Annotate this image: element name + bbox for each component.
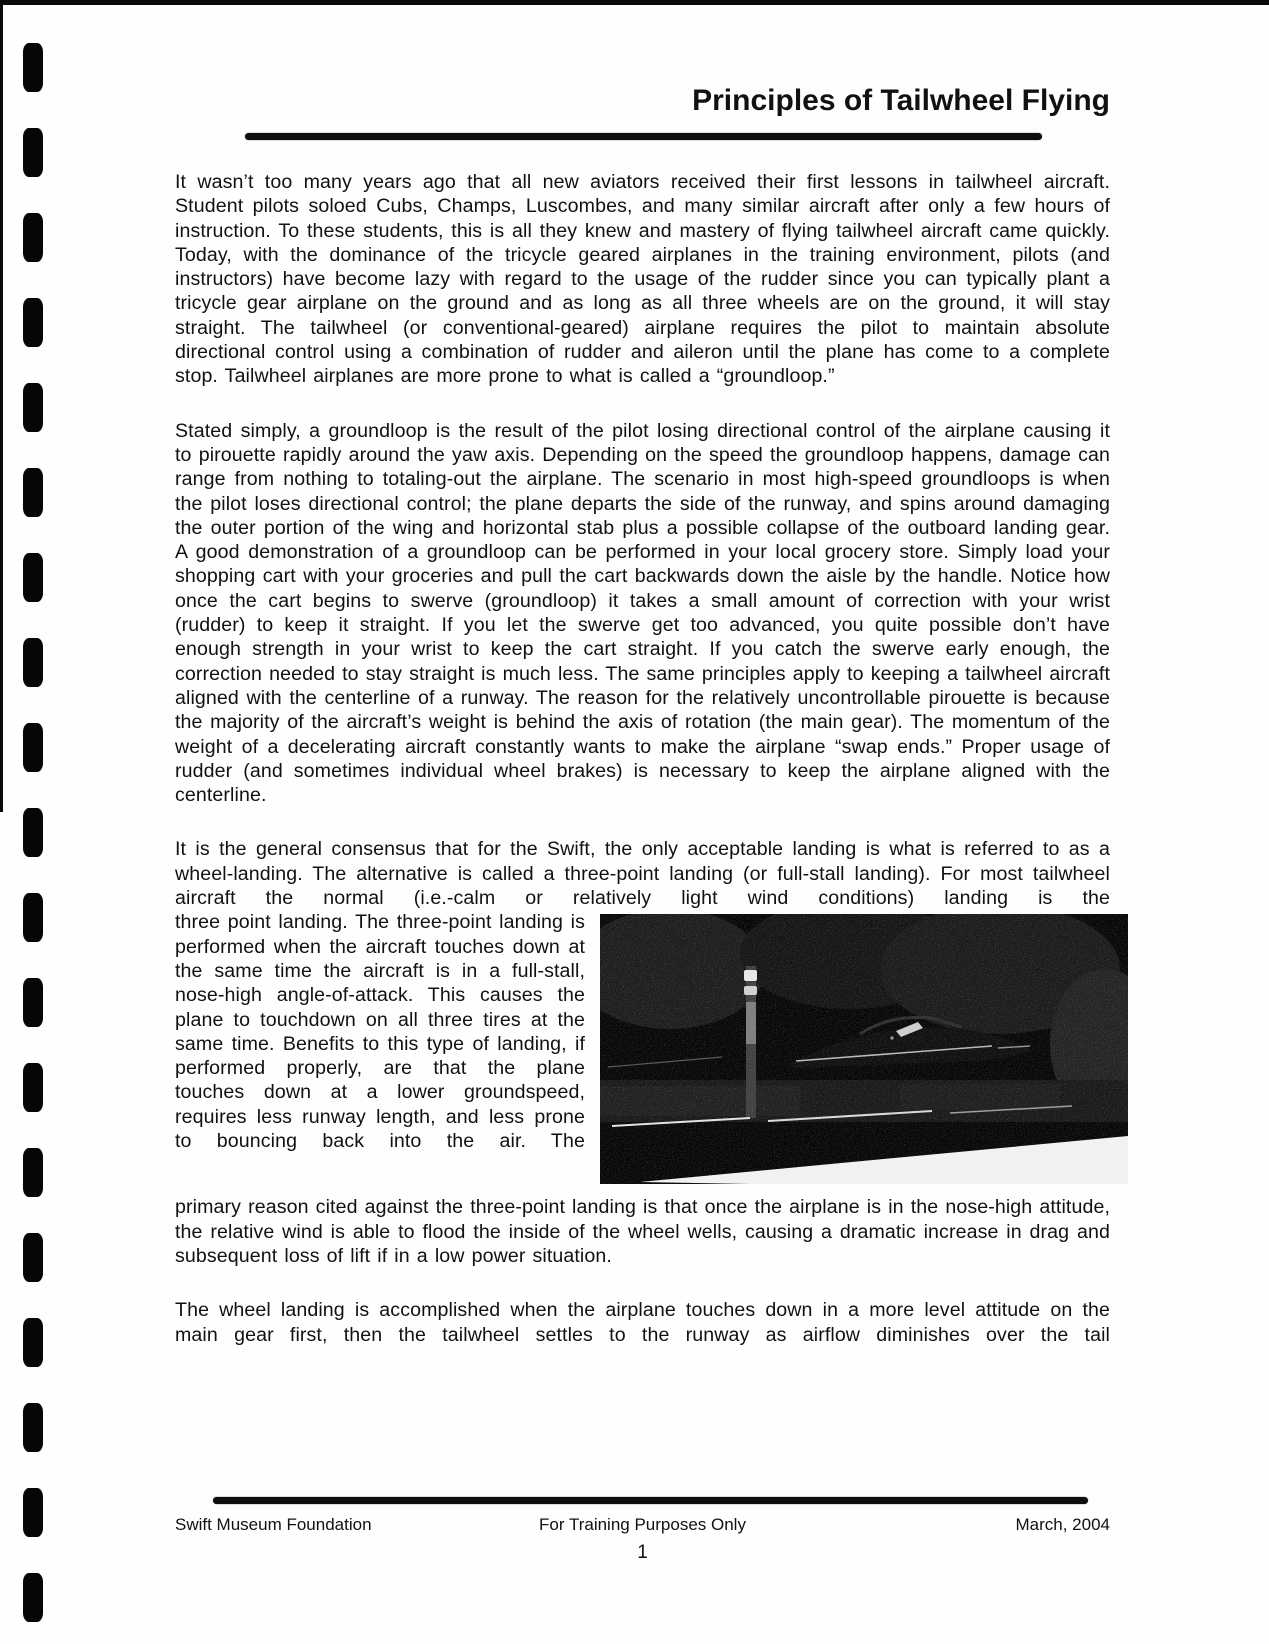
paragraph-3-continued: primary reason cited against the three-point landing is that once the airplane is in the nose-high attitude, the relative wind is able to flood the inside of the wheel wells, causing a dramatic increase in drag and subsequent loss of lift if in a low power situation. <box>175 1196 1110 1267</box>
binding-hole <box>23 1233 43 1282</box>
footer-date: March, 2004 <box>1015 1515 1110 1534</box>
binding-hole <box>23 638 43 687</box>
binding-hole <box>23 893 43 942</box>
paragraph-4: The wheel landing is accomplished when the airplane touches down in a more level attitude on the main gear first, then the tailwheel settles to the runway as airflow diminishes over the tail <box>175 1299 1110 1346</box>
binding-hole <box>23 1063 43 1112</box>
paragraph-2: Stated simply, a groundloop is the result of the pilot losing directional control of the airplane causing it to pirouette rapidly around the yaw axis. Depending on the speed the groundloop happens, damage can range from nothing to totaling-out the airplane. The scenario in most high-speed groundloops is when the pilot loses directional control; the plane departs the side of the runway, and spins around damaging the outer portion of the wing and horizontal stab plus a possible collapse of the outboard landing gear. A good demonstration of a groundloop can be performed in your local grocery store. Simply load your shopping cart with your groceries and pull the cart backwards down the aisle by the handle. Notice how once the cart begins to swerve (groundloop) it takes a small amount of correction with your wrist (rudder) to keep it straight. If you let the swerve get too advanced, you quite possible don’t have enough strength in your wrist to keep the cart straight. If you catch the swerve early enough, the correction needed to stay straight is much less. The same principles apply to keeping a tailwheel aircraft aligned with the centerline of a runway. The reason for the relatively uncontrollable pirouette is because the majority of the aircraft’s weight is behind the axis of rotation (the main gear). The momentum of the weight of a decelerating aircraft constantly wants to make the airplane “swap ends.” Proper usage of rudder (and sometimes individual wheel brakes) is necessary to keep the airplane aligned with the centerline. <box>175 419 1110 807</box>
binding-hole <box>23 808 43 857</box>
binding-hole <box>23 1148 43 1197</box>
binding-hole <box>23 298 43 347</box>
spiral-binding-holes <box>23 43 43 1623</box>
footer-divider <box>213 1497 1088 1504</box>
paragraph-3-intro: It is the general consensus that for the Swift, the only acceptable landing is what is referred to as a wheel-landing. The alternative is called a three-point landing (or full-stall landing). For most tailwheel aircraft the normal (i.e.-calm or relatively light wind conditions) landing is the <box>175 838 1110 910</box>
binding-hole <box>23 128 43 177</box>
footer-notice: For Training Purposes Only <box>539 1515 746 1534</box>
footer-organization: Swift Museum Foundation <box>175 1515 372 1534</box>
binding-hole <box>23 1573 43 1622</box>
binding-hole <box>23 1318 43 1367</box>
scan-left-edge <box>0 0 3 812</box>
binding-hole <box>23 383 43 432</box>
aircraft-night-photo <box>600 914 1128 1184</box>
paragraph-1: It wasn’t too many years ago that all new aviators received their first lessons in tailwheel aircraft. Student pilots soloed Cubs, Champs, Luscombes, and many similar aircraft after only a few hours of instruction. To these students, this is all they knew and mastery of flying tailwheel aircraft came quickly. Today, with the dominance of the tricycle geared airplanes in the training environment, pilots (and instructors) have become lazy with regard to the usage of the rudder since you can typically plant a tricycle gear airplane on the ground and as long as all three wheels are on the ground, it will stay straight. The tailwheel (or conventional-geared) airplane requires the pilot to maintain absolute directional control using a combination of rudder and aileron until the plane has come to a complete stop. Tailwheel airplanes are more prone to what is called a “groundloop.” <box>175 171 1110 388</box>
binding-hole <box>23 723 43 772</box>
binding-hole <box>23 1488 43 1537</box>
binding-hole <box>23 43 43 92</box>
paragraph-3-beside-photo: three point landing. The three-point landing is performed when the aircraft touches down at the same time the aircraft is in a full-stall, nose-high angle-of-attack. This causes the plane to touchdown on all three tires at the same time. Benefits to this type of landing, if performed properly, are that the plane touches down at a lower groundspeed, requires less runway length, and less prone to bouncing back into the air. The <box>175 911 585 1152</box>
binding-hole <box>23 213 43 262</box>
binding-hole <box>23 978 43 1027</box>
page-number: 1 <box>637 1542 648 1563</box>
binding-hole <box>23 1403 43 1452</box>
binding-hole <box>23 553 43 602</box>
binding-hole <box>23 468 43 517</box>
page-title: Principles of Tailwheel Flying <box>692 84 1110 117</box>
title-divider <box>245 133 1042 140</box>
page-content <box>175 0 1110 1347</box>
photo-text-wrap-section <box>175 910 1110 1190</box>
page-footer <box>175 1497 1110 1564</box>
